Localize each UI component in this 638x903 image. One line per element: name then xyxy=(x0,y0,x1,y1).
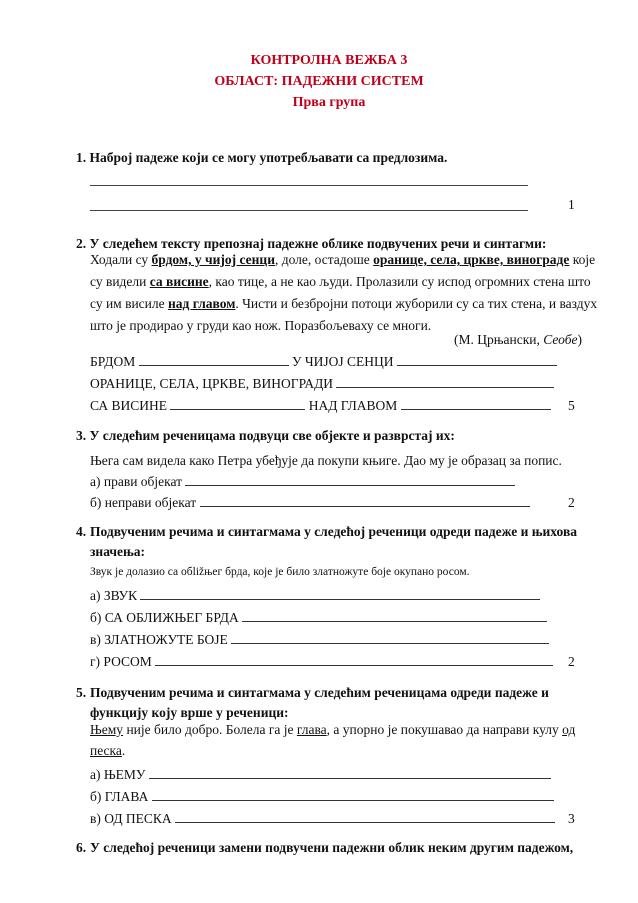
answer-row xyxy=(90,608,547,628)
points-q4: 2 xyxy=(568,654,575,669)
answer-row xyxy=(90,765,551,785)
answer-blank[interactable] xyxy=(336,375,554,388)
answer-label: СА ВИСИНЕ xyxy=(90,398,167,413)
text-line: су видели са висине, као тице, а не као људи. Пролазили су испод огромних стена што xyxy=(90,274,591,289)
answer-row xyxy=(90,493,530,513)
text-line: Њега сам видела како Петра убеђује да покупи књиге. Дао му је образац за попис. xyxy=(90,453,562,468)
underlined-word: од xyxy=(562,722,576,737)
answer-label: б) неправи објекат xyxy=(90,495,197,510)
answer-row xyxy=(90,586,540,606)
underlined-phrase: са висине xyxy=(149,274,209,289)
source-citation: (М. Црњански, Сеобе) xyxy=(453,332,582,347)
answer-blank[interactable] xyxy=(185,473,515,486)
answer-blank[interactable] xyxy=(397,353,557,366)
question-3-title: 3. У следећим реченицама подвуци све објекте и разврстај их: xyxy=(76,428,455,443)
text-line: су им висиле над главом. Чисти и безбројни потоци жуборили су са тих стена, и ваздух xyxy=(90,296,598,311)
header xyxy=(0,50,638,113)
underlined-phrase: брдом, у чијој сенци xyxy=(151,252,275,267)
answer-label: НАД ГЛАВОМ xyxy=(308,398,398,413)
answer-label: б) ГЛАВА xyxy=(90,789,149,804)
worksheet-title: КОНТРОЛНА ВЕЖБА 3 xyxy=(250,53,408,68)
answer-label: в) ЗЛАТНОЖУТЕ БОЈЕ xyxy=(90,632,228,647)
answer-blank[interactable] xyxy=(152,788,554,801)
answer-row xyxy=(90,374,554,394)
answer-row xyxy=(90,396,551,416)
answer-label: БРДОМ xyxy=(90,354,136,369)
underlined-phrase: оранице, села, цркве, винограде xyxy=(373,252,570,267)
answer-row xyxy=(90,809,555,829)
answer-blank[interactable] xyxy=(155,653,553,666)
answer-row xyxy=(90,472,515,492)
answer-row xyxy=(90,652,553,672)
question-2-title: 2. У следећем тексту препознај падежне облике подвучених речи и синтагми: xyxy=(76,236,547,251)
answer-blank[interactable] xyxy=(149,766,551,779)
answer-blank[interactable] xyxy=(170,397,305,410)
question-6-title: 6. У следећој реченици замени подвучени падежни облик неким другим падежом, xyxy=(76,840,574,855)
text-line: Ходали су брдом, у чијој сенци, доле, остадоше оранице, села, цркве, винограде које xyxy=(90,252,596,267)
answer-blank[interactable] xyxy=(231,631,549,644)
underlined-word: песка xyxy=(90,743,122,758)
answer-blank[interactable] xyxy=(242,609,547,622)
answer-line[interactable] xyxy=(90,185,528,186)
answer-blank[interactable] xyxy=(401,397,551,410)
answer-label: в) ОД ПЕСКА xyxy=(90,811,172,826)
text-line: песка. xyxy=(90,743,126,758)
answer-row xyxy=(90,352,557,372)
question-4-title: 4. Подвученим речима и синтагмама у следећој реченици одреди падеже и њихова значења: xyxy=(76,524,577,559)
answer-blank[interactable] xyxy=(140,587,540,600)
underlined-word: глава xyxy=(296,722,327,737)
answer-blank[interactable] xyxy=(175,810,555,823)
points-q5: 3 xyxy=(568,811,575,826)
worksheet-subtitle: ОБЛАСТ: ПАДЕЖНИ СИСТЕМ xyxy=(214,74,424,89)
answer-label: ОРАНИЦЕ, СЕЛА, ЦРКВЕ, ВИНОГРАДИ xyxy=(90,376,334,391)
question-1-title: 1. Наброј падеже који се могу употребљавати са предлозима. xyxy=(76,150,448,165)
answer-label: а) прави објекат xyxy=(90,474,183,489)
text-line: Њему није било добро. Болела га је глава, а упорно је покушавао да направи кулу од xyxy=(90,722,576,737)
answer-line[interactable] xyxy=(90,210,528,211)
answer-blank[interactable] xyxy=(200,494,530,507)
underlined-phrase: над главом xyxy=(168,296,236,311)
worksheet-group: Прва група xyxy=(292,95,366,110)
answer-label: б) СА ОБЛИЖЊЕГ БРДА xyxy=(90,610,239,625)
answer-label: а) ЊЕМУ xyxy=(90,767,146,782)
text-line: што је продирао у груди као нож. Поразбољеваху се многи. xyxy=(90,318,432,333)
answer-row xyxy=(90,787,554,807)
text-line: Звук је долазио са обližњег брда, које је било златножуте боје окупано росом. xyxy=(90,566,470,578)
points-q3: 2 xyxy=(568,495,575,510)
underlined-word: Њему xyxy=(90,722,124,737)
answer-label: а) ЗВУК xyxy=(90,588,138,603)
question-5-title: 5. Подвученим речима и синтагмама у следећим реченицама одреди падеже и функцију коју врше у реченици: xyxy=(76,685,549,720)
answer-label: У ЧИЈОЈ СЕНЦИ xyxy=(291,354,394,369)
answer-row xyxy=(90,630,549,650)
points-q2: 5 xyxy=(568,398,575,413)
answer-blank[interactable] xyxy=(139,353,289,366)
points-q1: 1 xyxy=(568,197,575,212)
answer-label: г) РОСОМ xyxy=(90,654,152,669)
